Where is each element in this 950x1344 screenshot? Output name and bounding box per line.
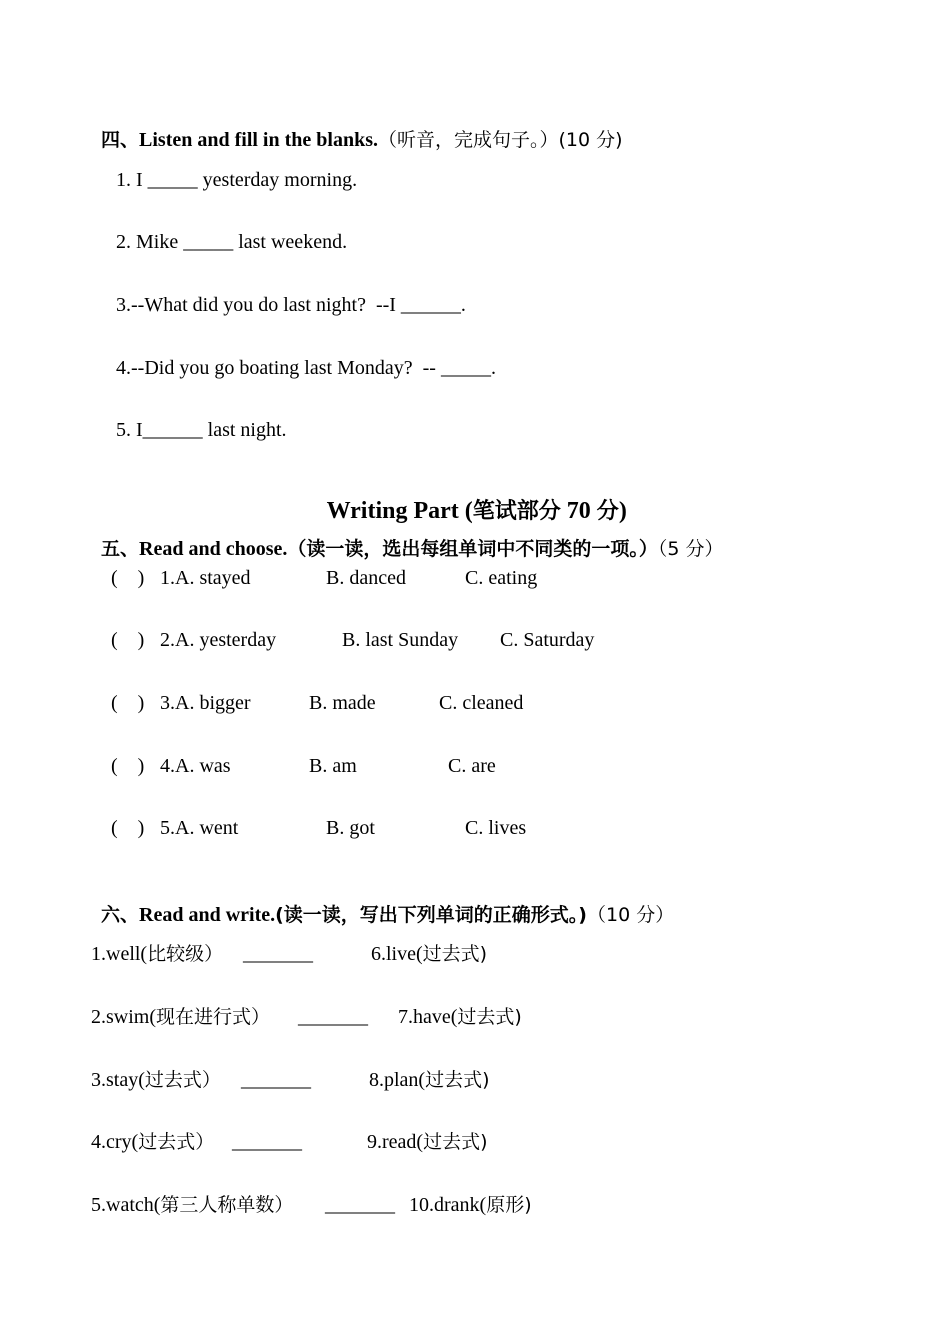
- answer-blank[interactable]: _______: [243, 943, 313, 965]
- word-right: 8.plan(过去式): [369, 1069, 490, 1091]
- writing-part-score: 70: [560, 498, 597, 524]
- answer-blank[interactable]: _______: [325, 1194, 395, 1216]
- word-left: 5.watch(第三人称单数）: [91, 1194, 294, 1216]
- answer-blank[interactable]: _______: [232, 1131, 302, 1153]
- answer-blank[interactable]: _______: [298, 1006, 368, 1028]
- section4-item-2: 2. Mike _____ last weekend.: [116, 231, 348, 253]
- option-b: B. am: [309, 755, 357, 777]
- section4-number: 四、: [101, 129, 140, 151]
- word-right: 6.live(过去式): [371, 943, 488, 965]
- writing-part-title: [315, 469, 627, 524]
- answer-bracket[interactable]: ( ): [111, 817, 145, 839]
- option-a: 5.A. went: [160, 817, 239, 839]
- writing-part-close: ): [618, 498, 627, 524]
- answer-blank[interactable]: _______: [241, 1069, 311, 1091]
- section6-number: 六、: [101, 904, 140, 926]
- word-right: 10.drank(原形): [409, 1194, 532, 1216]
- word-right: 9.read(过去式): [367, 1131, 488, 1153]
- option-a: 1.A. stayed: [160, 567, 251, 589]
- writing-part-cn: 笔试部分: [472, 499, 561, 524]
- section5-heading: [91, 513, 724, 560]
- option-c: C. cleaned: [439, 692, 524, 714]
- word-left: 2.swim(现在进行式）: [91, 1006, 271, 1028]
- section5-number: 五、: [101, 538, 140, 560]
- section4-heading: [91, 104, 623, 151]
- section6-score: （10 分）: [587, 904, 675, 926]
- word-left: 3.stay(过去式）: [91, 1069, 221, 1091]
- option-c: C. lives: [465, 817, 527, 839]
- section4-item-5: 5. I______ last night.: [116, 419, 287, 441]
- option-b: B. last Sunday: [342, 629, 459, 651]
- section4-title-cn: （听音，完成句子。）(10 分): [377, 129, 623, 151]
- writing-part-cn2: 分: [596, 499, 619, 524]
- option-a: 2.A. yesterday: [160, 629, 277, 651]
- word-left: 1.well(比较级）: [91, 943, 224, 965]
- word-left: 4.cry(过去式）: [91, 1131, 215, 1153]
- section4-item-3: 3.--What did you do last night? --I ______.: [116, 294, 466, 316]
- answer-bracket[interactable]: ( ): [111, 755, 145, 777]
- section6-title-en: Read and write.: [139, 904, 276, 926]
- section5-title-cn: （读一读，选出每组单词中不同类的一项。）: [287, 538, 658, 560]
- section5-score: （5 分）: [657, 538, 724, 560]
- section4-item-4: 4.--Did you go boating last Monday? -- _____.: [116, 357, 496, 379]
- word-right: 7.have(过去式): [398, 1006, 522, 1028]
- option-c: C. eating: [465, 567, 538, 589]
- option-b: B. danced: [326, 567, 406, 589]
- option-b: B. got: [326, 817, 375, 839]
- option-c: C. are: [448, 755, 496, 777]
- option-a: 3.A. bigger: [160, 692, 251, 714]
- answer-bracket[interactable]: ( ): [111, 692, 145, 714]
- section4-title-en: Listen and fill in the blanks.: [139, 129, 378, 151]
- section6-title-cn: (读一读，写出下列单词的正确形式。): [275, 904, 587, 926]
- section6-heading: [91, 879, 675, 926]
- section5-title-en: Read and choose.: [139, 538, 288, 560]
- writing-part-en: Writing Part (: [326, 498, 473, 524]
- option-c: C. Saturday: [500, 629, 595, 651]
- section4-item-1: 1. I _____ yesterday morning.: [116, 169, 358, 191]
- option-a: 4.A. was: [160, 755, 231, 777]
- answer-bracket[interactable]: ( ): [111, 629, 145, 651]
- answer-bracket[interactable]: ( ): [111, 567, 145, 589]
- option-b: B. made: [309, 692, 376, 714]
